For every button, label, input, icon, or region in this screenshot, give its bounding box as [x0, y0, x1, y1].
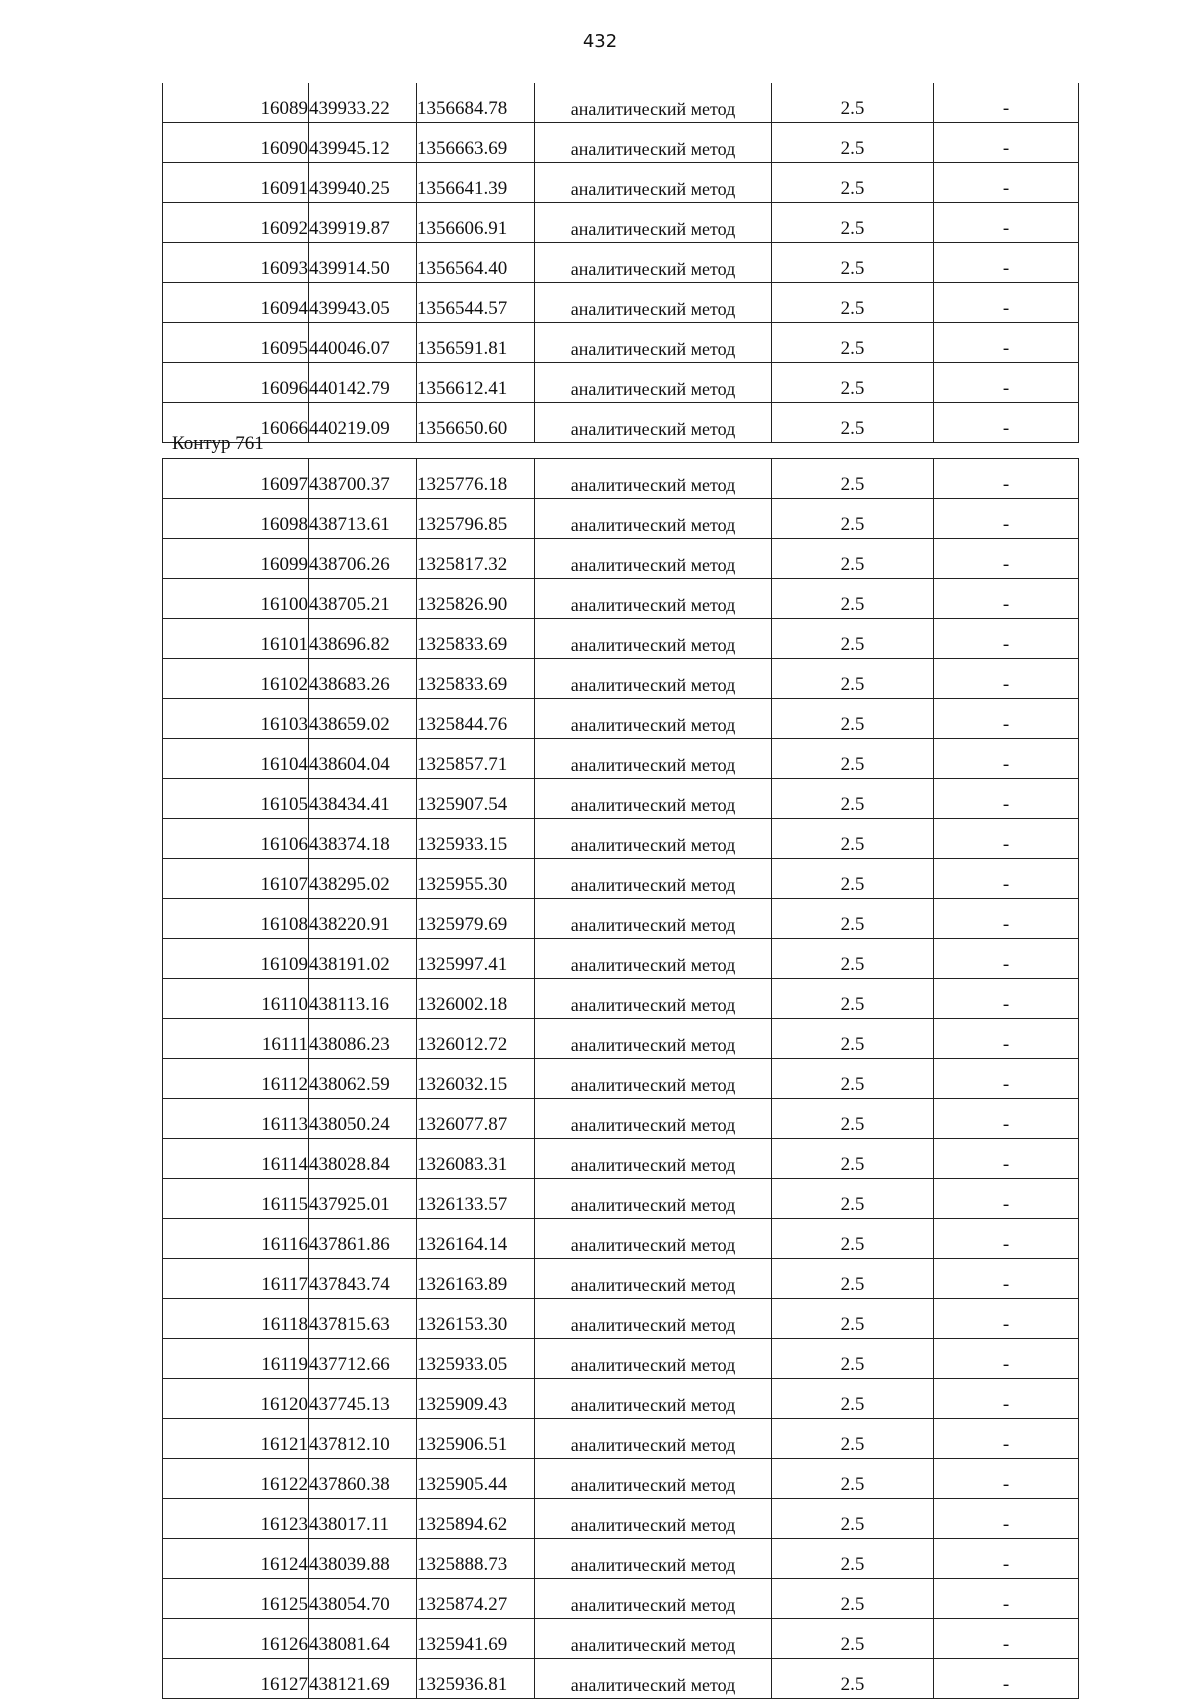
accuracy-cell: 2.5 — [772, 1539, 934, 1579]
table-row — [163, 1659, 1079, 1699]
table-row — [163, 283, 1079, 323]
coordinates-table-continued — [162, 83, 1079, 443]
note-cell: - — [934, 1179, 1079, 1219]
table-row — [163, 619, 1079, 659]
table-row — [163, 1259, 1079, 1299]
method-cell: аналитический метод — [535, 1459, 772, 1499]
page-number: 432 — [582, 31, 618, 52]
method-cell: аналитический метод — [535, 739, 772, 779]
y-coordinate-cell: 1356641.39 — [417, 163, 535, 203]
y-coordinate-cell: 1325907.54 — [417, 779, 535, 819]
point-number-cell: 16114 — [163, 1139, 309, 1179]
note-cell: - — [934, 323, 1079, 363]
accuracy-cell: 2.5 — [772, 1339, 934, 1379]
table-row — [163, 1059, 1079, 1099]
accuracy-cell: 2.5 — [772, 83, 934, 123]
y-coordinate-cell: 1326133.57 — [417, 1179, 535, 1219]
y-coordinate-cell: 1325826.90 — [417, 579, 535, 619]
note-cell: - — [934, 699, 1079, 739]
x-coordinate-cell: 437925.01 — [309, 1179, 417, 1219]
y-coordinate-cell: 1325941.69 — [417, 1619, 535, 1659]
y-coordinate-cell: 1325776.18 — [417, 459, 535, 499]
x-coordinate-cell: 438039.88 — [309, 1539, 417, 1579]
point-number-cell: 16094 — [163, 283, 309, 323]
x-coordinate-cell: 438028.84 — [309, 1139, 417, 1179]
y-coordinate-cell: 1356684.78 — [417, 83, 535, 123]
x-coordinate-cell: 437861.86 — [309, 1219, 417, 1259]
point-number-cell: 16126 — [163, 1619, 309, 1659]
note-cell: - — [934, 739, 1079, 779]
method-cell: аналитический метод — [535, 1659, 772, 1699]
y-coordinate-cell: 1325796.85 — [417, 499, 535, 539]
x-coordinate-cell: 438683.26 — [309, 659, 417, 699]
point-number-cell: 16100 — [163, 579, 309, 619]
point-number-cell: 16118 — [163, 1299, 309, 1339]
note-cell: - — [934, 1339, 1079, 1379]
x-coordinate-cell: 439914.50 — [309, 243, 417, 283]
accuracy-cell: 2.5 — [772, 819, 934, 859]
x-coordinate-cell: 440142.79 — [309, 363, 417, 403]
method-cell: аналитический метод — [535, 123, 772, 163]
table-row — [163, 1219, 1079, 1259]
y-coordinate-cell: 1326153.30 — [417, 1299, 535, 1339]
x-coordinate-cell: 438696.82 — [309, 619, 417, 659]
table-row — [163, 323, 1079, 363]
table-row — [163, 739, 1079, 779]
point-number-cell: 16102 — [163, 659, 309, 699]
y-coordinate-cell: 1325936.81 — [417, 1659, 535, 1699]
x-coordinate-cell: 438081.64 — [309, 1619, 417, 1659]
note-cell: - — [934, 779, 1079, 819]
point-number-cell: 16120 — [163, 1379, 309, 1419]
accuracy-cell: 2.5 — [772, 539, 934, 579]
method-cell: аналитический метод — [535, 1539, 772, 1579]
method-cell: аналитический метод — [535, 283, 772, 323]
method-cell: аналитический метод — [535, 1499, 772, 1539]
method-cell: аналитический метод — [535, 979, 772, 1019]
accuracy-cell: 2.5 — [772, 1579, 934, 1619]
method-cell: аналитический метод — [535, 1379, 772, 1419]
note-cell: - — [934, 579, 1079, 619]
table-row — [163, 1539, 1079, 1579]
y-coordinate-cell: 1325955.30 — [417, 859, 535, 899]
x-coordinate-cell: 438659.02 — [309, 699, 417, 739]
point-number-cell: 16099 — [163, 539, 309, 579]
table-row — [163, 659, 1079, 699]
note-cell: - — [934, 859, 1079, 899]
point-number-cell: 16119 — [163, 1339, 309, 1379]
table-row — [163, 1419, 1079, 1459]
x-coordinate-cell: 439943.05 — [309, 283, 417, 323]
x-coordinate-cell: 439945.12 — [309, 123, 417, 163]
method-cell: аналитический метод — [535, 163, 772, 203]
y-coordinate-cell: 1356612.41 — [417, 363, 535, 403]
point-number-cell: 16096 — [163, 363, 309, 403]
x-coordinate-cell: 440219.09 — [309, 403, 417, 443]
accuracy-cell: 2.5 — [772, 1499, 934, 1539]
y-coordinate-cell: 1325909.43 — [417, 1379, 535, 1419]
table-row — [163, 579, 1079, 619]
method-cell: аналитический метод — [535, 1019, 772, 1059]
x-coordinate-cell: 438086.23 — [309, 1019, 417, 1059]
point-number-cell: 16123 — [163, 1499, 309, 1539]
accuracy-cell: 2.5 — [772, 1139, 934, 1179]
y-coordinate-cell: 1325905.44 — [417, 1459, 535, 1499]
accuracy-cell: 2.5 — [772, 123, 934, 163]
accuracy-cell: 2.5 — [772, 203, 934, 243]
method-cell: аналитический метод — [535, 1579, 772, 1619]
table-row — [163, 243, 1079, 283]
y-coordinate-cell: 1325979.69 — [417, 899, 535, 939]
table-row — [163, 1619, 1079, 1659]
table-row — [163, 899, 1079, 939]
method-cell: аналитический метод — [535, 1219, 772, 1259]
point-number-cell: 16104 — [163, 739, 309, 779]
accuracy-cell: 2.5 — [772, 1619, 934, 1659]
y-coordinate-cell: 1325844.76 — [417, 699, 535, 739]
x-coordinate-cell: 438705.21 — [309, 579, 417, 619]
table-row — [163, 459, 1079, 499]
note-cell: - — [934, 659, 1079, 699]
y-coordinate-cell: 1326083.31 — [417, 1139, 535, 1179]
point-number-cell: 16107 — [163, 859, 309, 899]
method-cell: аналитический метод — [535, 243, 772, 283]
method-cell: аналитический метод — [535, 1259, 772, 1299]
x-coordinate-cell: 438434.41 — [309, 779, 417, 819]
method-cell: аналитический метод — [535, 1139, 772, 1179]
note-cell: - — [934, 1419, 1079, 1459]
y-coordinate-cell: 1325888.73 — [417, 1539, 535, 1579]
point-number-cell: 16113 — [163, 1099, 309, 1139]
note-cell: - — [934, 243, 1079, 283]
x-coordinate-cell: 437815.63 — [309, 1299, 417, 1339]
x-coordinate-cell: 438706.26 — [309, 539, 417, 579]
point-number-cell: 16098 — [163, 499, 309, 539]
point-number-cell: 16103 — [163, 699, 309, 739]
x-coordinate-cell: 439933.22 — [309, 83, 417, 123]
note-cell: - — [934, 1459, 1079, 1499]
table-row — [163, 779, 1079, 819]
note-cell: - — [934, 1099, 1079, 1139]
x-coordinate-cell: 438295.02 — [309, 859, 417, 899]
table-row — [163, 203, 1079, 243]
table-row — [163, 123, 1079, 163]
method-cell: аналитический метод — [535, 363, 772, 403]
point-number-cell: 16091 — [163, 163, 309, 203]
accuracy-cell: 2.5 — [772, 1059, 934, 1099]
method-cell: аналитический метод — [535, 403, 772, 443]
accuracy-cell: 2.5 — [772, 323, 934, 363]
note-cell: - — [934, 123, 1079, 163]
method-cell: аналитический метод — [535, 659, 772, 699]
x-coordinate-cell: 438113.16 — [309, 979, 417, 1019]
method-cell: аналитический метод — [535, 499, 772, 539]
accuracy-cell: 2.5 — [772, 499, 934, 539]
x-coordinate-cell: 437843.74 — [309, 1259, 417, 1299]
y-coordinate-cell: 1356564.40 — [417, 243, 535, 283]
accuracy-cell: 2.5 — [772, 1219, 934, 1259]
note-cell: - — [934, 1619, 1079, 1659]
point-number-cell: 16093 — [163, 243, 309, 283]
y-coordinate-cell: 1325817.32 — [417, 539, 535, 579]
note-cell: - — [934, 83, 1079, 123]
accuracy-cell: 2.5 — [772, 1379, 934, 1419]
table-row — [163, 819, 1079, 859]
point-number-cell: 16127 — [163, 1659, 309, 1699]
note-cell: - — [934, 363, 1079, 403]
accuracy-cell: 2.5 — [772, 1299, 934, 1339]
table-row — [163, 1339, 1079, 1379]
method-cell: аналитический метод — [535, 459, 772, 499]
point-number-cell: 16109 — [163, 939, 309, 979]
method-cell: аналитический метод — [535, 899, 772, 939]
accuracy-cell: 2.5 — [772, 699, 934, 739]
method-cell: аналитический метод — [535, 1619, 772, 1659]
x-coordinate-cell: 438191.02 — [309, 939, 417, 979]
accuracy-cell: 2.5 — [772, 1099, 934, 1139]
method-cell: аналитический метод — [535, 1339, 772, 1379]
method-cell: аналитический метод — [535, 939, 772, 979]
accuracy-cell: 2.5 — [772, 1419, 934, 1459]
note-cell: - — [934, 819, 1079, 859]
point-number-cell: 16089 — [163, 83, 309, 123]
x-coordinate-cell: 438121.69 — [309, 1659, 417, 1699]
contour-label: Контур 761 — [172, 433, 264, 454]
y-coordinate-cell: 1325833.69 — [417, 659, 535, 699]
y-coordinate-cell: 1326002.18 — [417, 979, 535, 1019]
note-cell: - — [934, 979, 1079, 1019]
point-number-cell: 16121 — [163, 1419, 309, 1459]
note-cell: - — [934, 1539, 1079, 1579]
y-coordinate-cell: 1325894.62 — [417, 1499, 535, 1539]
table-row — [163, 1579, 1079, 1619]
method-cell: аналитический метод — [535, 1179, 772, 1219]
y-coordinate-cell: 1356606.91 — [417, 203, 535, 243]
point-number-cell: 16112 — [163, 1059, 309, 1099]
accuracy-cell: 2.5 — [772, 659, 934, 699]
point-number-cell: 16066 — [163, 403, 309, 443]
method-cell: аналитический метод — [535, 619, 772, 659]
accuracy-cell: 2.5 — [772, 1659, 934, 1699]
table-row — [163, 1499, 1079, 1539]
note-cell: - — [934, 1139, 1079, 1179]
note-cell: - — [934, 1299, 1079, 1339]
note-cell: - — [934, 203, 1079, 243]
x-coordinate-cell: 438220.91 — [309, 899, 417, 939]
note-cell: - — [934, 163, 1079, 203]
method-cell: аналитический метод — [535, 779, 772, 819]
point-number-cell: 16124 — [163, 1539, 309, 1579]
x-coordinate-cell: 439940.25 — [309, 163, 417, 203]
table-row — [163, 1459, 1079, 1499]
point-number-cell: 16097 — [163, 459, 309, 499]
note-cell: - — [934, 459, 1079, 499]
point-number-cell: 16095 — [163, 323, 309, 363]
point-number-cell: 16108 — [163, 899, 309, 939]
point-number-cell: 16117 — [163, 1259, 309, 1299]
accuracy-cell: 2.5 — [772, 619, 934, 659]
y-coordinate-cell: 1326163.89 — [417, 1259, 535, 1299]
table-row — [163, 1099, 1079, 1139]
accuracy-cell: 2.5 — [772, 363, 934, 403]
method-cell: аналитический метод — [535, 323, 772, 363]
accuracy-cell: 2.5 — [772, 1259, 934, 1299]
table-row — [163, 1299, 1079, 1339]
accuracy-cell: 2.5 — [772, 739, 934, 779]
x-coordinate-cell: 438062.59 — [309, 1059, 417, 1099]
method-cell: аналитический метод — [535, 699, 772, 739]
accuracy-cell: 2.5 — [772, 163, 934, 203]
y-coordinate-cell: 1325906.51 — [417, 1419, 535, 1459]
accuracy-cell: 2.5 — [772, 403, 934, 443]
y-coordinate-cell: 1325997.41 — [417, 939, 535, 979]
x-coordinate-cell: 438017.11 — [309, 1499, 417, 1539]
table-row — [163, 1179, 1079, 1219]
note-cell: - — [934, 1019, 1079, 1059]
table-row — [163, 403, 1079, 443]
x-coordinate-cell: 438700.37 — [309, 459, 417, 499]
y-coordinate-cell: 1356663.69 — [417, 123, 535, 163]
method-cell: аналитический метод — [535, 819, 772, 859]
note-cell: - — [934, 1379, 1079, 1419]
point-number-cell: 16122 — [163, 1459, 309, 1499]
method-cell: аналитический метод — [535, 1419, 772, 1459]
table-row — [163, 859, 1079, 899]
coordinates-table-contour — [162, 458, 1079, 1699]
x-coordinate-cell: 438604.04 — [309, 739, 417, 779]
x-coordinate-cell: 437712.66 — [309, 1339, 417, 1379]
x-coordinate-cell: 438050.24 — [309, 1099, 417, 1139]
note-cell: - — [934, 499, 1079, 539]
accuracy-cell: 2.5 — [772, 459, 934, 499]
x-coordinate-cell: 437812.10 — [309, 1419, 417, 1459]
table-row — [163, 699, 1079, 739]
note-cell: - — [934, 283, 1079, 323]
x-coordinate-cell: 439919.87 — [309, 203, 417, 243]
accuracy-cell: 2.5 — [772, 283, 934, 323]
y-coordinate-cell: 1325933.05 — [417, 1339, 535, 1379]
y-coordinate-cell: 1325874.27 — [417, 1579, 535, 1619]
point-number-cell: 16110 — [163, 979, 309, 1019]
y-coordinate-cell: 1326164.14 — [417, 1219, 535, 1259]
accuracy-cell: 2.5 — [772, 579, 934, 619]
table-row — [163, 979, 1079, 1019]
note-cell: - — [934, 899, 1079, 939]
table-row — [163, 539, 1079, 579]
y-coordinate-cell: 1325857.71 — [417, 739, 535, 779]
method-cell: аналитический метод — [535, 1299, 772, 1339]
method-cell: аналитический метод — [535, 539, 772, 579]
method-cell: аналитический метод — [535, 1099, 772, 1139]
method-cell: аналитический метод — [535, 203, 772, 243]
note-cell: - — [934, 539, 1079, 579]
method-cell: аналитический метод — [535, 579, 772, 619]
method-cell: аналитический метод — [535, 1059, 772, 1099]
x-coordinate-cell: 438054.70 — [309, 1579, 417, 1619]
y-coordinate-cell: 1356544.57 — [417, 283, 535, 323]
accuracy-cell: 2.5 — [772, 939, 934, 979]
accuracy-cell: 2.5 — [772, 899, 934, 939]
point-number-cell: 16092 — [163, 203, 309, 243]
table-row — [163, 1379, 1079, 1419]
accuracy-cell: 2.5 — [772, 779, 934, 819]
y-coordinate-cell: 1326077.87 — [417, 1099, 535, 1139]
note-cell: - — [934, 1499, 1079, 1539]
y-coordinate-cell: 1356650.60 — [417, 403, 535, 443]
method-cell: аналитический метод — [535, 83, 772, 123]
note-cell: - — [934, 619, 1079, 659]
accuracy-cell: 2.5 — [772, 1019, 934, 1059]
y-coordinate-cell: 1326032.15 — [417, 1059, 535, 1099]
table-row — [163, 1019, 1079, 1059]
table-row — [163, 939, 1079, 979]
note-cell: - — [934, 1059, 1079, 1099]
x-coordinate-cell: 438374.18 — [309, 819, 417, 859]
table-row — [163, 1139, 1079, 1179]
point-number-cell: 16115 — [163, 1179, 309, 1219]
y-coordinate-cell: 1356591.81 — [417, 323, 535, 363]
accuracy-cell: 2.5 — [772, 859, 934, 899]
x-coordinate-cell: 437745.13 — [309, 1379, 417, 1419]
point-number-cell: 16090 — [163, 123, 309, 163]
note-cell: - — [934, 403, 1079, 443]
method-cell: аналитический метод — [535, 859, 772, 899]
table-row — [163, 163, 1079, 203]
x-coordinate-cell: 438713.61 — [309, 499, 417, 539]
y-coordinate-cell: 1326012.72 — [417, 1019, 535, 1059]
table-row — [163, 499, 1079, 539]
accuracy-cell: 2.5 — [772, 1459, 934, 1499]
accuracy-cell: 2.5 — [772, 1179, 934, 1219]
point-number-cell: 16125 — [163, 1579, 309, 1619]
note-cell: - — [934, 939, 1079, 979]
x-coordinate-cell: 440046.07 — [309, 323, 417, 363]
point-number-cell: 16101 — [163, 619, 309, 659]
accuracy-cell: 2.5 — [772, 243, 934, 283]
y-coordinate-cell: 1325933.15 — [417, 819, 535, 859]
point-number-cell: 16111 — [163, 1019, 309, 1059]
point-number-cell: 16116 — [163, 1219, 309, 1259]
note-cell: - — [934, 1579, 1079, 1619]
note-cell: - — [934, 1659, 1079, 1699]
note-cell: - — [934, 1259, 1079, 1299]
table-row — [163, 83, 1079, 123]
note-cell: - — [934, 1219, 1079, 1259]
accuracy-cell: 2.5 — [772, 979, 934, 1019]
table-row — [163, 363, 1079, 403]
x-coordinate-cell: 437860.38 — [309, 1459, 417, 1499]
y-coordinate-cell: 1325833.69 — [417, 619, 535, 659]
point-number-cell: 16106 — [163, 819, 309, 859]
point-number-cell: 16105 — [163, 779, 309, 819]
